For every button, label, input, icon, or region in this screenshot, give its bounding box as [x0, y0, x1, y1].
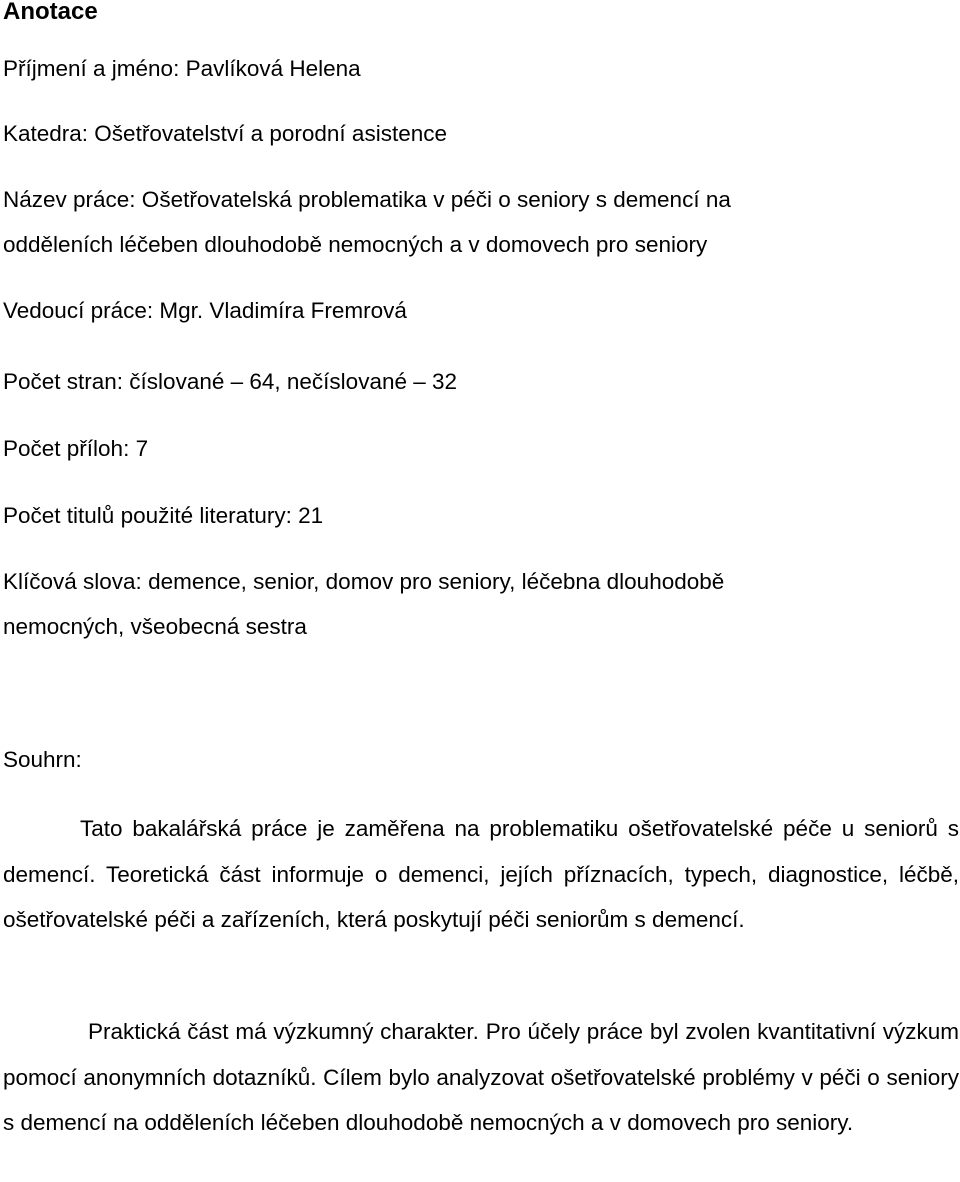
summary-paragraph-2: Praktická část má výzkumný charakter. Pro účely práce byl zvolen kvantitativní výzkum pomocí anonymních dotazníků. Cílem bylo analyzovat ošetřovatelské problémy v péči o seniory s demencí na odděleních léčeben dlouhodobě nemocných a v domovech pro seniory. [3, 1019, 959, 1135]
keywords-line-1: Klíčová slova: demence, senior, domov pro seniory, léčebna dlouhodobě [3, 569, 725, 594]
keywords-line-2: nemocných, všeobecná sestra [3, 614, 307, 639]
department-line: Katedra: Ošetřovatelství a porodní asistence [3, 121, 447, 146]
thesis-title-line-1: Název práce: Ošetřovatelská problematika v péči o seniory s demencí na [3, 187, 731, 212]
page-count-line: Počet stran: číslované – 64, nečíslované – 32 [3, 369, 458, 394]
appendix-count-line: Počet příloh: 7 [3, 436, 149, 461]
supervisor-line: Vedoucí práce: Mgr. Vladimíra Fremrová [3, 298, 407, 323]
page-heading: Anotace [3, 0, 98, 25]
summary-label: Souhrn: [3, 747, 82, 772]
reference-count-line: Počet titulů použité literatury: 21 [3, 503, 324, 528]
thesis-title-line-2: odděleních léčeben dlouhodobě nemocných a v domovech pro seniory [3, 232, 708, 257]
summary-paragraph-1: Tato bakalářská práce je zaměřena na problematiku ošetřovatelské péče u seniorů s demencí. Teoretická část informuje o demenci, jejích příznacích, typech, diagnostice, léčbě, ošetřovatelské péči a zařízeních, která poskytují péči seniorům s demencí. [3, 816, 959, 932]
author-name-line: Příjmení a jméno: Pavlíková Helena [3, 56, 361, 81]
